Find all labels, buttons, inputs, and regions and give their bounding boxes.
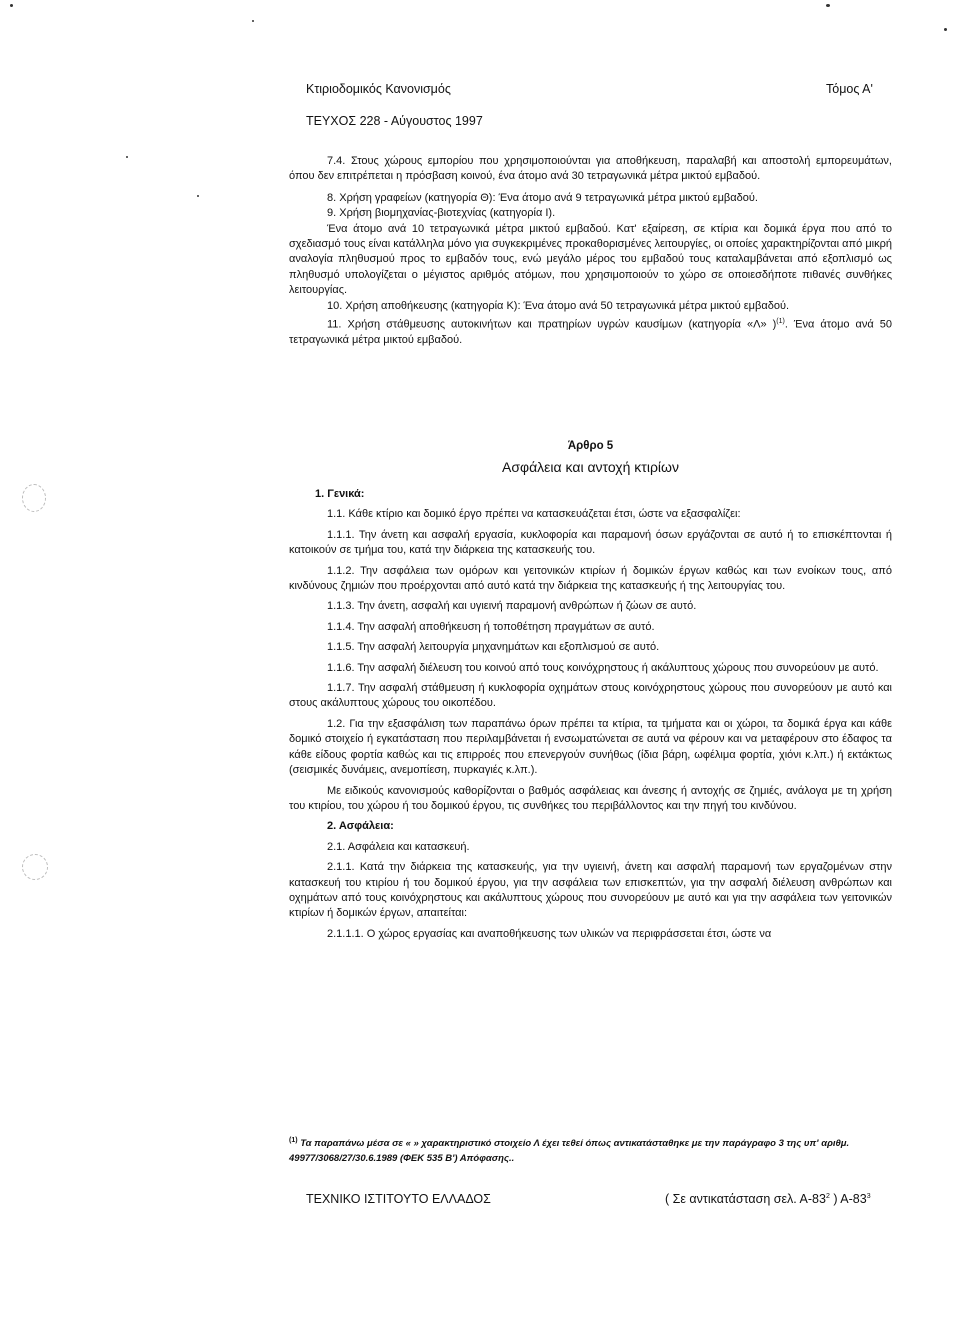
footnote-mark: (1) <box>289 1137 298 1144</box>
paragraph-9-body: Ένα άτομο ανά 10 τετραγωνικά μέτρα μικτού εμβαδού. Κατ' εξαίρεση, σε κτίρια και δομικά έργα που από το σχεδιασμό τους είναι κατάλληλα μόνο για συγκεκριμένες προκαθορισμένες λειτουργίες, οι οποίες χαρακτηρίζονται από μικρή αναλογία πληθυσμού προς το εμβαδόν τους, ενώ μεγάλο μέρος του εμβαδού τους καταλαμβάνεται από εξοπλισμό ως πληθυσμό υπολογίζεται ο μέγιστος αριθμός ατόμων, που χρησιμοποιούν το χώρο σε οποιεσδήποτε πιθανές συνθήκες λειτουργίας. <box>289 222 892 297</box>
section-1-heading: 1. Γενικά: <box>315 488 365 500</box>
footer-ref-sup-2: 3 <box>866 1192 871 1200</box>
paragraph-9: 9. Χρήση βιομηχανίας-βιοτεχνίας (κατηγορία Ι). <box>327 207 556 220</box>
footnote <box>289 1133 892 1166</box>
paragraph-special-regulations: Με ειδικούς κανονισμούς καθορίζονται ο βαθμός ασφάλειας και άνεσης ή αντοχής σε ζημιές, ανάλογα με τη χρήση του κτιρίου, του χώρου ή του δομικού έργου, τις συνθήκες του περιβάλλοντος και την πηγή του κινδύνου. <box>289 784 892 812</box>
paragraph-10: 10. Χρήση αποθήκευσης (κατηγορία Κ): Ένα άτομο ανά 50 τετραγωνικά μέτρα μικτού εμβαδού. <box>327 299 790 312</box>
paragraph-1-1: 1.1. Κάθε κτίριο και δομικό έργο πρέπει να κατασκευάζεται έτσι, ώστε να εξασφαλίζει: <box>327 508 741 521</box>
section-2-heading: 2. Ασφάλεια: <box>327 820 394 833</box>
footer-page-reference <box>665 1192 871 1206</box>
footer-ref-text-a: ( Σε αντικατάσταση σελ. Α-83 <box>665 1192 826 1206</box>
paragraph-8: 8. Χρήση γραφείων (κατηγορία Θ): Ένα άτομο ανά 9 τετραγωνικά μέτρα μικτού εμβαδού. <box>327 191 758 204</box>
paragraph-1-1-4: 1.1.4. Την ασφαλή αποθήκευση ή τοποθέτηση πραγμάτων σε αυτό. <box>327 620 655 633</box>
article-title: Ασφάλεια και αντοχή κτιρίων <box>502 459 679 475</box>
scan-speck <box>944 28 947 31</box>
top-section <box>289 154 892 349</box>
footer-institute: ΤΕΧΝΙΚΟ ΙΣΤΙΤΟΥΤΟ ΕΛΛΑΔΟΣ <box>306 1192 491 1206</box>
scan-speck <box>126 156 128 158</box>
paragraph-11 <box>289 314 892 348</box>
footnote-reference: (1) <box>776 318 785 326</box>
scan-speck <box>252 20 254 22</box>
article-number: Άρθρο 5 <box>567 440 614 452</box>
header-document-title: Κτιριοδομικός Κανονισμός <box>306 82 451 96</box>
paragraph-11-text-b: . Ένα άτομο ανά 50 τετραγωνικά μέτρα μικτού εμβαδού. <box>289 318 893 347</box>
paragraph-1-1-3: 1.1.3. Την άνετη, ασφαλή και υγιεινή παραμονή ανθρώπων ή ζώων σε αυτό. <box>327 600 697 613</box>
paragraph-1-2: 1.2. Για την εξασφάλιση των παραπάνω όρων πρέπει τα κτίρια, τα τμήματα και οι χώροι, τα δομικά έργα και κάθε δομικό στοιχείο ή εγκατάσταση που περιλαμβάνεται ή ενσωματώνεται σε αυτά να φέρουν και να μεταφέρουν στο έδαφος τα κάθε είδους φορτία καθώς και τις επιρροές που επενεργούν συνήθως (ίδια βάρη, ωφέλιμα φορτία, χιόνι κ.λπ.) ή εκτάκτως (σεισμικές δυνάμεις, ανεμοπίεση, πυρκαγιές κ.λπ.). <box>289 717 892 777</box>
punch-hole-mark <box>22 854 48 880</box>
scan-speck <box>826 4 830 7</box>
paragraph-1-1-5: 1.1.5. Την ασφαλή λειτουργία μηχανημάτων και εξοπλισμού σε αυτό. <box>327 641 660 654</box>
paragraph-1-1-6: 1.1.6. Την ασφαλή διέλευση του κοινού από τους κοινόχρηστους ή ακάλυπτους χώρους που συνορεύουν με αυτό. <box>327 661 879 674</box>
paragraph-1-1-1: 1.1.1. Την άνετη και ασφαλή εργασία, κυκλοφορία και παραμονή όσων εργάζονται σε αυτό ή το επισκέπτονται ή κατοικούν σε τμήμα του, κατά την διάρκεια της κατασκευής του. <box>289 528 892 557</box>
paragraph-1-1-7: 1.1.7. Την ασφαλή στάθμευση ή κυκλοφορία οχημάτων στους κοινόχρηστους χώρους που συνορεύουν με αυτό και στους ακάλυπτους χώρους του οικοπέδου. <box>289 682 892 710</box>
paragraph-7-4: 7.4. Στους χώρους εμπορίου που χρησιμοποιούνται για αποθήκευση, παραλαβή και αποστολή εμπορευμάτων, όπου δεν επιτρέπεται η πρόσβαση κοινού, ένα άτομο ανά 30 τετραγωνικά μέτρα μικτού εμβαδού. <box>289 155 892 183</box>
article-body <box>289 487 892 942</box>
paragraph-1-1-2: 1.1.2. Την ασφάλεια των ομόρων και γειτονικών κτιρίων ή δομικών έργων καθώς και των ενοίκων τους, από κινδύνους ζημιών που προέρχονται από αυτό κατά την διάρκεια της κατασκευής ή της λειτουργίας του. <box>289 564 892 593</box>
paragraph-2-1: 2.1. Ασφάλεια και κατασκευή. <box>327 840 470 853</box>
scan-speck <box>197 195 199 197</box>
footer-ref-text-b: ) Α-83 <box>833 1192 867 1206</box>
header-issue: ΤΕΥΧΟΣ 228 - Αύγουστος 1997 <box>306 114 483 128</box>
paragraph-2-1-1-1: 2.1.1.1. Ο χώρος εργασίας και αναποθήκευσης των υλικών να περιφράσσεται έτσι, ώστε να <box>327 927 772 940</box>
header-volume: Τόμος Α' <box>826 82 873 96</box>
footer-ref-sup-1: 2 <box>825 1192 830 1200</box>
scan-speck <box>10 4 13 7</box>
punch-hole-mark <box>22 484 46 512</box>
footnote-text: Τα παραπάνω μέσα σε « » χαρακτηριστικό στοιχείο Λ έχει τεθεί όπως αντικατάσταθηκε με την παράγραφο 3 της υπ' αριθμ. 49977/3068/27/30.6.1989 (ΦΕΚ 535 Β') Απόφασης.. <box>289 1138 850 1165</box>
paragraph-2-1-1: 2.1.1. Κατά την διάρκεια της κατασκευής, για την υγιεινή, άνετη και ασφαλή παραμονή των εργαζομένων στην κατασκευή του κτιρίου ή του δομικού έργου, για την ασφάλεια των επισκεπτών, για την ασφαλή διέλευση ανθρώπων και οχημάτων από τους κοινόχρηστους και ακάλυπτους χώρους που συνορεύουν με αυτό και για την ασφάλεια των γειτονικών κτιρίων ή δομικών έργων, απαιτείται: <box>289 861 892 920</box>
paragraph-11-text-a: 11. Χρήση στάθμευσης αυτοκινήτων και πρατηρίων υγρών καυσίμων (κατηγορία «Λ» ) <box>327 318 777 331</box>
